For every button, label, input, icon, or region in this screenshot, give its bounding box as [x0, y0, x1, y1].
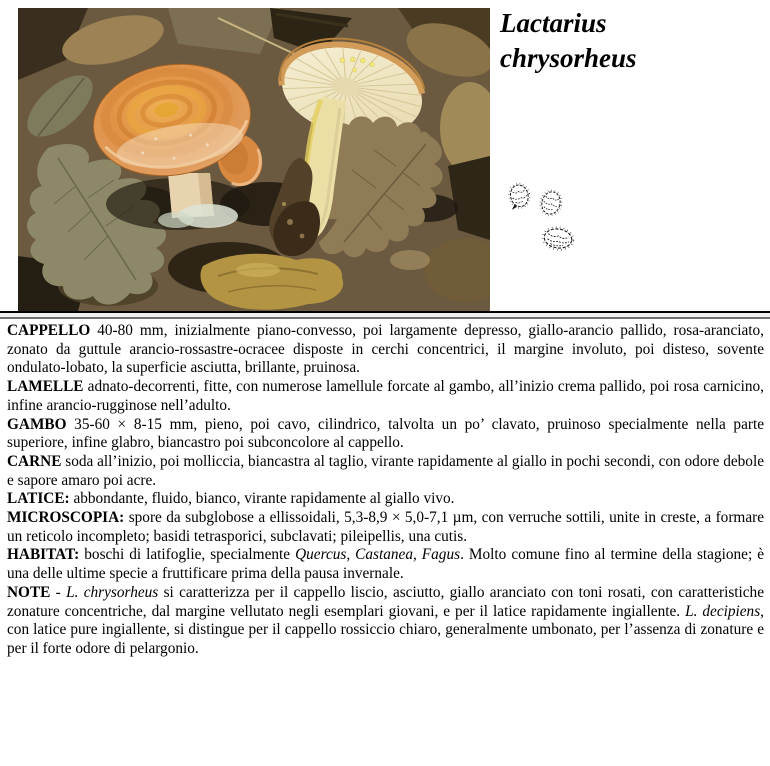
spore-icon-3	[539, 223, 577, 254]
section-microscopia: MICROSCOPIA: spore da subglobose a ellissoidali, 5,3-8,9 × 5,0-7,1 µm, con verruche sottili, unite in creste, a formare un reticolo incompleto; basidi tetrasporici, subclavati; pileipellis, una cutis.	[7, 509, 764, 545]
section-note: NOTE - L. chrysorheus si caratterizza per il cappello liscio, asciutto, giallo aranciato con toni rosati, con caratteristiche zonature concentriche, dal margine vellutato negli esemplari giovani, e per il latice rapidamente ingiallente. L. decipiens, con latice pure ingiallente, si distingue per il cappello rossiccio chiaro, generalmente umbonato, per l’assenza di zonature e per il forte odore di pelargonio.	[7, 583, 764, 657]
section-divider	[0, 311, 770, 319]
species-title-line1: Lactarius	[500, 8, 607, 38]
section-cappello: CAPPELLO 40-80 mm, inizialmente piano-convesso, poi largamente depresso, giallo-arancio pallido, rosa-aranciato, zonato da guttule arancio-rossastre-ocracee disposte in cerchi concentrici, il margine involuto, poi disteso, sovente ondulato-lobato, la superficie asciutta, brillante, pruinosa.	[7, 322, 764, 377]
section-latice: LATICE: abbondante, fluido, bianco, virante rapidamente al giallo vivo.	[7, 490, 455, 508]
mushroom-photo	[18, 8, 490, 311]
spore-icon-1	[505, 178, 534, 215]
section-habitat: HABITAT: boschi di latifoglie, specialmente Quercus, Castanea, Fagus. Molto comune fino al termine della stagione; è una delle ultime specie a fruttificare prima della pausa invernale.	[7, 546, 764, 583]
spore-icon-2	[536, 184, 566, 222]
section-lamelle: LAMELLE adnato-decorrenti, fitte, con numerose lamellule forcate al gambo, all’inizio crema pallido, poi rosa carnicino, infine arancio-rugginose nell’adulto.	[7, 378, 764, 414]
description-text	[7, 322, 764, 659]
mushroom-photo-art	[18, 8, 490, 311]
species-title	[500, 6, 766, 76]
section-carne: CARNE soda all’inizio, poi molliccia, biancastra al taglio, virante rapidamente al giallo in pochi secondi, con odore debole e sapore amaro poi acre.	[7, 452, 764, 489]
species-title-line2: chrysorheus	[500, 43, 637, 73]
section-gambo: GAMBO 35-60 × 8-15 mm, pieno, poi cavo, cilindrico, talvolta un po’ clavato, pruinoso specialmente nella parte superiore, infine glabro, biancastro poi subconcolore al cappello.	[7, 415, 764, 452]
